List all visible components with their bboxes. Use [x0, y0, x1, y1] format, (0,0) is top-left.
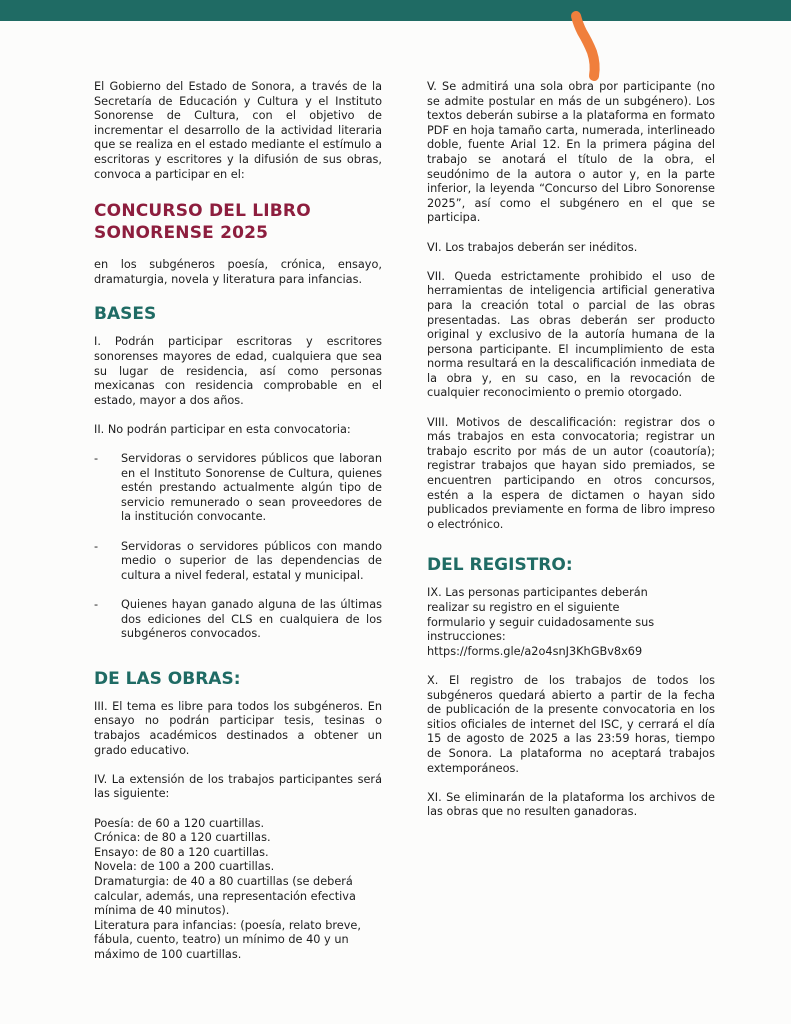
intro-paragraph: El Gobierno del Estado de Sonora, a través de la Secretaría de Educación y Cultura y el Instituto Sonorense de Cultura, con el objetivo de incrementar el desarrollo de la actividad literaria que se realiza en el estado mediante el estímulo a escritoras y escritores y la difusión de sus obras, convoca a participar en el:	[94, 80, 382, 181]
length-item: Crónica: de 80 a 120 cuartillas.	[94, 831, 271, 845]
subgenres-paragraph: en los subgéneros poesía, crónica, ensayo, dramaturgia, novela y literatura para infancias.	[94, 258, 382, 286]
orange-marker-stroke	[570, 10, 610, 86]
registro-heading: DEL REGISTRO:	[427, 555, 573, 576]
base-vi: VI. Los trabajos deberán ser inéditos.	[427, 240, 638, 254]
obras-heading: DE LAS OBRAS:	[94, 668, 241, 689]
base-i: I. Podrán participar escritoras y escritores sonorenses mayores de edad, cualquiera que sea su lugar de residencia, así como personas mexicanas con residencia comprobable en el estado, mayor a dos años.	[94, 335, 382, 407]
dash-bullet: -	[94, 452, 99, 466]
base-v: V. Se admitirá una sola obra por participante (no se admite postular en más de un subgénero). Los textos deberán subirse a la plataforma en formato PDF en hoja tamaño carta, numerada, interlineado doble, fuente Arial 12. En la primera página del trabajo se anotará el título de la obra, el seudónimo de la autora o autor y, en la parte inferior, la leyenda “Concurso del Libro Sonorense 2025”, así como el subgénero en el que se participa.	[427, 80, 715, 225]
top-color-bar	[0, 0, 791, 21]
length-item: Ensayo: de 80 a 120 cuartillas.	[94, 845, 269, 859]
list-item: - Servidoras o servidores públicos con mando medio o superior de las dependencias de cultura a nivel federal, estatal y municipal.	[94, 539, 382, 582]
base-iv: IV. La extensión de los trabajos participantes será las siguiente:	[94, 772, 382, 801]
left-column	[94, 80, 382, 963]
length-item: Dramaturgia: de 40 a 80 cuartillas (se deberá calcular, además, una representación efectiva mínima de 40 minutos).	[94, 874, 356, 918]
length-item: Novela: de 100 a 200 cuartillas.	[94, 860, 275, 874]
list-item: - Quienes hayan ganado alguna de las últimas dos ediciones del CLS en cualquiera de los subgéneros convocados.	[94, 598, 382, 641]
lengths-list	[94, 817, 382, 963]
dash-bullet: -	[94, 598, 99, 612]
dash-bullet: -	[94, 539, 99, 553]
base-x: X. El registro de los trabajos de todos los subgéneros quedará abierto a partir de la fecha de publicación de la presente convocatoria en los sitios oficiales de internet del ISC, y cerrará el día 15 de agosto de 2025 a las 23:59 horas, tiempo de Sonora. La plataforma no aceptará trabajos extemporáneos.	[427, 673, 715, 775]
list-item: - Servidoras o servidores públicos que laboran en el Instituto Sonorense de Cultura, quienes estén prestando actualmente algún tipo de servicio remunerado o sean proveedores de la institución convocante.	[94, 452, 382, 524]
base-iii: III. El tema es libre para todos los subgéneros. En ensayo no podrán participar tesis, tesinas o trabajos académicos destinados a obtener un grado educativo.	[94, 699, 382, 757]
exclusions-list	[94, 452, 382, 642]
length-item: Literatura para infancias: (poesía, relato breve, fábula, cuento, teatro) un mínimo de 40 y un máximo de 100 cuartillas.	[94, 918, 361, 961]
base-xi: XI. Se eliminarán de la plataforma los archivos de las obras que no resulten ganadoras.	[427, 790, 715, 819]
contest-title: CONCURSO DEL LIBRO SONORENSE 2025	[94, 201, 311, 244]
length-item: Poesía: de 60 a 120 cuartillas.	[94, 816, 265, 830]
bases-heading: BASES	[94, 304, 157, 325]
base-vii: VII. Queda estrictamente prohibido el uso de herramientas de inteligencia artificial generativa para la creación total o parcial de las obras presentadas. Las obras deberán ser producto original y exclusivo de la autoría humana de la persona participante. El incumplimiento de esta norma resultará en la descalificación inmediata de la obra y, en su caso, en la revocación de cualquier reconocimiento o premio otorgado.	[427, 269, 715, 400]
base-viii: VIII. Motivos de descalificación: registrar dos o más trabajos en esta convocatoria; registrar un trabajo escrito por más de un autor (coautoría); registrar trabajos que hayan sido premiados, se encuentren participando en otros concursos, estén a la espera de dictamen o hayan sido publicados previamente en forma de libro impreso o electrónico.	[427, 415, 715, 531]
right-column	[427, 80, 715, 835]
base-ix: IX. Las personas participantes deberán realizar su registro en el siguiente formulario y seguir cuidadosamente sus instrucciones: https://forms.gle/a2o4snJ3KhGBv8x69	[427, 586, 715, 659]
registration-form-link[interactable]: https://forms.gle/a2o4snJ3KhGBv8x69	[427, 644, 643, 658]
base-ii: II. No podrán participar en esta convocatoria:	[94, 422, 351, 436]
